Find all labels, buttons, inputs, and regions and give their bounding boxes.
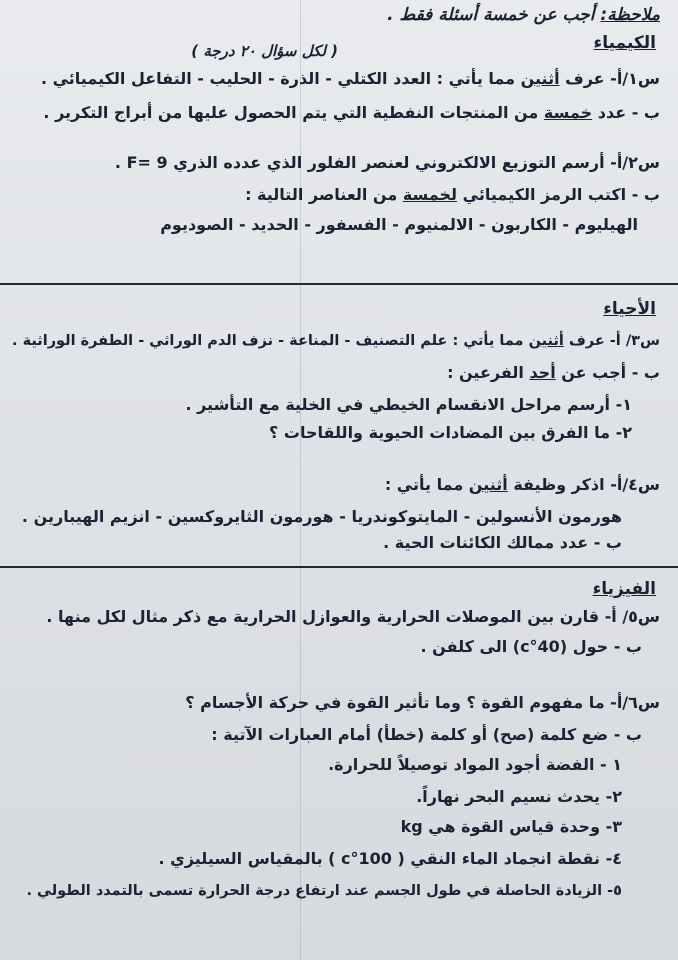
statement-1: ١ - الفضة أجود المواد توصيلاً للحرارة. <box>328 755 622 774</box>
question-4b: ب - عدد ممالك الكائنات الحية . <box>383 533 622 552</box>
element-list: الهيليوم - الكاربون - الالمنيوم - الفسفور - الحديد - الصوديوم <box>160 215 638 234</box>
physics-title: الفيزياء <box>592 579 656 599</box>
question-5b: ب - حول (40°c) الى كلفن . <box>420 637 642 656</box>
chemistry-title: الكيمياء <box>593 33 656 53</box>
question-5a: س٥/ أ- قارن بين الموصلات الحرارية والعوازل الحرارية مع ذكر مثال لكل منها . <box>46 607 660 626</box>
note-text: أجب عن خمسة أسئلة فقط . <box>387 5 595 25</box>
question-4a: س٤/أ- اذكر وظيفة أثنين مما يأتي : <box>384 475 660 494</box>
statement-5: ٥- الزيادة الحاصلة في طول الجسم عند ارتفاع درجة الحرارة تسمى بالتمدد الطولي . <box>26 883 622 899</box>
marks-note: ( لكل سؤال ٢٠ درجة ) <box>191 42 338 60</box>
question-6b: ب - ضع كلمة (صح) أو كلمة (خطأ) أمام العبارات الآتية : <box>211 725 642 744</box>
question-2b: ب - اكتب الرمز الكيميائي لخمسة من العناصر التالية : <box>245 185 660 204</box>
question-3b-1: ١- أرسم مراحل الانقسام الخيطي في الخلية مع التأشير . <box>185 395 632 414</box>
question-3a: س٣/ أ- عرف أثنين مما يأتي : علم التصنيف - المناعة - نزف الدم الوراثي - الطفرة الوراثية . <box>12 333 660 349</box>
section-divider <box>0 566 678 568</box>
question-4a-items: هورمون الأنسولين - المايتوكوندريا - هورمون الثايروكسين - انزيم الهيبارين . <box>21 507 622 526</box>
paper-fold <box>300 0 301 960</box>
instruction-note <box>387 4 660 26</box>
list-item: هورمون الثايروكسين <box>167 507 334 526</box>
question-1b: ب - عدد خمسة من المنتجات النفطية التي يتم الحصول عليها من أبراج التكرير . <box>43 103 660 122</box>
biology-title: الأحياء <box>603 299 656 319</box>
question-6a: س٦/أ- ما مفهوم القوة ؟ وما تأثير القوة في حركة الأجسام ؟ <box>185 693 660 712</box>
question-3b-2: ٢- ما الفرق بين المضادات الحيوية واللقاحات ؟ <box>269 423 632 442</box>
question-3b: ب - أجب عن أحد الفرعين : <box>447 363 660 382</box>
section-divider <box>0 283 678 285</box>
question-1a: س١/أ- عرف أثنين مما يأتي : العدد الكتلي - الذرة - الحليب - التفاعل الكيميائي . <box>40 69 660 88</box>
statement-2: ٢- يحدث نسيم البحر نهاراً. <box>416 787 622 806</box>
list-item: المايتوكوندريا <box>351 507 459 526</box>
note-label: ملاحظة: <box>600 5 660 25</box>
question-2a: س٢/أ- أرسم التوزيع الالكتروني لعنصر الفلور الذي عدده الذري F= 9 . <box>114 153 660 172</box>
statement-4: ٤- نقطة انجماد الماء النقي ( 100°c ) بالمقياس السيليزي . <box>158 849 622 868</box>
list-item: هورمون الأنسولين <box>475 507 622 526</box>
statement-3: ٣- وحدة قياس القوة هي kg <box>400 817 622 836</box>
list-item: انزيم الهيبارين . <box>21 507 150 526</box>
